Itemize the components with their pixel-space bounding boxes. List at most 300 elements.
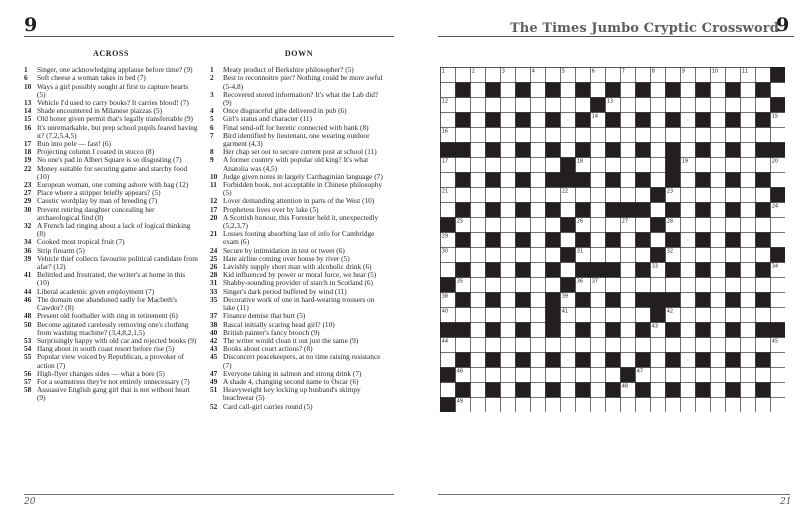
grid-cell[interactable] bbox=[741, 233, 756, 248]
grid-cell[interactable] bbox=[666, 278, 681, 293]
grid-cell[interactable] bbox=[501, 98, 516, 113]
grid-cell[interactable] bbox=[741, 188, 756, 203]
grid-cell[interactable] bbox=[591, 293, 606, 308]
grid-cell[interactable] bbox=[711, 128, 726, 143]
grid-cell[interactable] bbox=[621, 233, 636, 248]
grid-cell[interactable] bbox=[486, 338, 501, 353]
grid-cell[interactable] bbox=[606, 68, 621, 83]
grid-cell[interactable] bbox=[516, 68, 531, 83]
grid-cell[interactable] bbox=[531, 263, 546, 278]
grid-cell[interactable] bbox=[591, 173, 606, 188]
grid-cell[interactable] bbox=[501, 188, 516, 203]
grid-cell[interactable] bbox=[561, 398, 576, 413]
grid-cell[interactable] bbox=[486, 188, 501, 203]
grid-cell[interactable] bbox=[501, 158, 516, 173]
grid-cell[interactable] bbox=[726, 308, 741, 323]
grid-cell[interactable] bbox=[621, 308, 636, 323]
grid-cell[interactable] bbox=[741, 338, 756, 353]
grid-cell[interactable] bbox=[561, 263, 576, 278]
grid-cell[interactable] bbox=[621, 98, 636, 113]
grid-cell[interactable] bbox=[456, 158, 471, 173]
grid-cell[interactable] bbox=[621, 263, 636, 278]
grid-cell[interactable] bbox=[591, 233, 606, 248]
grid-cell[interactable] bbox=[501, 113, 516, 128]
grid-cell[interactable] bbox=[516, 98, 531, 113]
grid-cell[interactable] bbox=[636, 188, 651, 203]
grid-cell[interactable] bbox=[696, 98, 711, 113]
grid-cell[interactable] bbox=[531, 293, 546, 308]
grid-cell[interactable] bbox=[456, 188, 471, 203]
grid-cell[interactable] bbox=[681, 383, 696, 398]
grid-cell[interactable] bbox=[681, 278, 696, 293]
grid-cell[interactable] bbox=[681, 83, 696, 98]
grid-cell[interactable] bbox=[441, 383, 456, 398]
grid-cell[interactable] bbox=[486, 128, 501, 143]
grid-cell[interactable] bbox=[591, 323, 606, 338]
grid-cell[interactable] bbox=[681, 143, 696, 158]
grid-cell[interactable] bbox=[711, 293, 726, 308]
grid-cell[interactable] bbox=[486, 218, 501, 233]
grid-cell[interactable] bbox=[546, 338, 561, 353]
grid-cell[interactable] bbox=[621, 158, 636, 173]
grid-cell[interactable] bbox=[756, 218, 771, 233]
grid-cell[interactable] bbox=[621, 248, 636, 263]
grid-cell[interactable] bbox=[711, 398, 726, 413]
grid-cell[interactable] bbox=[696, 68, 711, 83]
grid-cell[interactable] bbox=[456, 128, 471, 143]
grid-cell[interactable] bbox=[771, 218, 786, 233]
grid-cell[interactable] bbox=[651, 368, 666, 383]
grid-cell[interactable] bbox=[726, 248, 741, 263]
grid-cell[interactable] bbox=[681, 263, 696, 278]
grid-cell[interactable] bbox=[501, 173, 516, 188]
grid-cell[interactable] bbox=[726, 278, 741, 293]
grid-cell[interactable] bbox=[756, 128, 771, 143]
grid-cell[interactable] bbox=[501, 203, 516, 218]
grid-cell[interactable] bbox=[771, 173, 786, 188]
grid-cell[interactable] bbox=[591, 128, 606, 143]
grid-cell[interactable] bbox=[441, 113, 456, 128]
grid-cell[interactable] bbox=[666, 338, 681, 353]
grid-cell[interactable] bbox=[681, 338, 696, 353]
grid-cell[interactable] bbox=[771, 368, 786, 383]
grid-cell[interactable] bbox=[561, 83, 576, 98]
grid-cell[interactable] bbox=[651, 398, 666, 413]
grid-cell[interactable] bbox=[636, 278, 651, 293]
grid-cell[interactable] bbox=[636, 68, 651, 83]
grid-cell[interactable] bbox=[651, 98, 666, 113]
grid-cell[interactable] bbox=[561, 353, 576, 368]
grid-cell[interactable] bbox=[621, 398, 636, 413]
grid-cell[interactable] bbox=[516, 398, 531, 413]
grid-cell[interactable] bbox=[681, 323, 696, 338]
grid-cell[interactable] bbox=[471, 128, 486, 143]
grid-cell[interactable] bbox=[696, 218, 711, 233]
grid-cell[interactable] bbox=[471, 323, 486, 338]
grid-cell[interactable] bbox=[636, 218, 651, 233]
grid-cell[interactable] bbox=[681, 248, 696, 263]
grid-cell[interactable] bbox=[606, 158, 621, 173]
grid-cell[interactable] bbox=[531, 368, 546, 383]
grid-cell[interactable] bbox=[711, 83, 726, 98]
grid-cell[interactable] bbox=[636, 98, 651, 113]
grid-cell[interactable] bbox=[711, 158, 726, 173]
grid-cell[interactable] bbox=[561, 128, 576, 143]
grid-cell[interactable] bbox=[696, 278, 711, 293]
grid-cell[interactable] bbox=[726, 68, 741, 83]
grid-cell[interactable] bbox=[591, 338, 606, 353]
grid-cell[interactable] bbox=[516, 128, 531, 143]
grid-cell[interactable] bbox=[621, 293, 636, 308]
grid-cell[interactable] bbox=[741, 353, 756, 368]
grid-cell[interactable] bbox=[681, 293, 696, 308]
grid-cell[interactable] bbox=[711, 308, 726, 323]
grid-cell[interactable] bbox=[486, 308, 501, 323]
grid-cell[interactable] bbox=[666, 128, 681, 143]
grid-cell[interactable] bbox=[696, 398, 711, 413]
grid-cell[interactable] bbox=[501, 338, 516, 353]
grid-cell[interactable] bbox=[621, 353, 636, 368]
grid-cell[interactable] bbox=[471, 233, 486, 248]
grid-cell[interactable] bbox=[681, 218, 696, 233]
grid-cell[interactable] bbox=[711, 98, 726, 113]
grid-cell[interactable] bbox=[591, 203, 606, 218]
crossword-grid[interactable] bbox=[440, 67, 785, 412]
grid-cell[interactable] bbox=[531, 143, 546, 158]
grid-cell[interactable] bbox=[711, 383, 726, 398]
grid-cell[interactable] bbox=[441, 83, 456, 98]
grid-cell[interactable] bbox=[741, 398, 756, 413]
grid-cell[interactable] bbox=[576, 398, 591, 413]
grid-cell[interactable] bbox=[696, 158, 711, 173]
grid-cell[interactable] bbox=[501, 398, 516, 413]
grid-cell[interactable] bbox=[726, 188, 741, 203]
grid-cell[interactable] bbox=[681, 98, 696, 113]
grid-cell[interactable] bbox=[501, 143, 516, 158]
grid-cell[interactable] bbox=[501, 233, 516, 248]
grid-cell[interactable] bbox=[741, 308, 756, 323]
grid-cell[interactable] bbox=[681, 188, 696, 203]
grid-cell[interactable] bbox=[741, 278, 756, 293]
grid-cell[interactable] bbox=[636, 338, 651, 353]
grid-cell[interactable] bbox=[591, 143, 606, 158]
grid-cell[interactable] bbox=[636, 248, 651, 263]
grid-cell[interactable] bbox=[546, 98, 561, 113]
grid-cell[interactable] bbox=[651, 203, 666, 218]
grid-cell[interactable] bbox=[546, 248, 561, 263]
grid-cell[interactable] bbox=[711, 113, 726, 128]
grid-cell[interactable] bbox=[516, 368, 531, 383]
grid-cell[interactable] bbox=[621, 83, 636, 98]
grid-cell[interactable] bbox=[636, 158, 651, 173]
grid-cell[interactable] bbox=[531, 128, 546, 143]
grid-cell[interactable] bbox=[486, 158, 501, 173]
grid-cell[interactable] bbox=[636, 128, 651, 143]
grid-cell[interactable] bbox=[546, 218, 561, 233]
grid-cell[interactable] bbox=[516, 278, 531, 293]
grid-cell[interactable] bbox=[546, 68, 561, 83]
grid-cell[interactable] bbox=[591, 398, 606, 413]
grid-cell[interactable] bbox=[741, 323, 756, 338]
grid-cell[interactable] bbox=[621, 323, 636, 338]
grid-cell[interactable] bbox=[741, 383, 756, 398]
grid-cell[interactable] bbox=[696, 368, 711, 383]
grid-cell[interactable] bbox=[651, 173, 666, 188]
grid-cell[interactable] bbox=[741, 173, 756, 188]
grid-cell[interactable] bbox=[501, 353, 516, 368]
grid-cell[interactable] bbox=[606, 248, 621, 263]
grid-cell[interactable] bbox=[621, 113, 636, 128]
grid-cell[interactable] bbox=[546, 128, 561, 143]
grid-cell[interactable] bbox=[546, 158, 561, 173]
grid-cell[interactable] bbox=[726, 398, 741, 413]
grid-cell[interactable] bbox=[531, 278, 546, 293]
grid-cell[interactable] bbox=[606, 188, 621, 203]
grid-cell[interactable] bbox=[726, 158, 741, 173]
grid-cell[interactable] bbox=[516, 158, 531, 173]
grid-cell[interactable] bbox=[621, 188, 636, 203]
grid-cell[interactable] bbox=[756, 308, 771, 323]
grid-cell[interactable] bbox=[576, 368, 591, 383]
grid-cell[interactable] bbox=[711, 278, 726, 293]
grid-cell[interactable] bbox=[576, 308, 591, 323]
grid-cell[interactable] bbox=[621, 278, 636, 293]
grid-cell[interactable] bbox=[771, 83, 786, 98]
grid-cell[interactable] bbox=[546, 188, 561, 203]
grid-cell[interactable] bbox=[471, 263, 486, 278]
grid-cell[interactable] bbox=[711, 323, 726, 338]
grid-cell[interactable] bbox=[531, 383, 546, 398]
grid-cell[interactable] bbox=[726, 128, 741, 143]
grid-cell[interactable] bbox=[681, 203, 696, 218]
grid-cell[interactable] bbox=[606, 128, 621, 143]
grid-cell[interactable] bbox=[651, 233, 666, 248]
grid-cell[interactable] bbox=[501, 128, 516, 143]
grid-cell[interactable] bbox=[561, 143, 576, 158]
grid-cell[interactable] bbox=[726, 98, 741, 113]
grid-cell[interactable] bbox=[651, 83, 666, 98]
grid-cell[interactable] bbox=[696, 128, 711, 143]
grid-cell[interactable] bbox=[741, 113, 756, 128]
grid-cell[interactable] bbox=[711, 218, 726, 233]
grid-cell[interactable] bbox=[441, 263, 456, 278]
grid-cell[interactable] bbox=[636, 398, 651, 413]
grid-cell[interactable] bbox=[771, 398, 786, 413]
grid-cell[interactable] bbox=[666, 98, 681, 113]
grid-cell[interactable] bbox=[501, 383, 516, 398]
grid-cell[interactable] bbox=[741, 203, 756, 218]
grid-cell[interactable] bbox=[471, 248, 486, 263]
grid-cell[interactable] bbox=[741, 98, 756, 113]
grid-cell[interactable] bbox=[531, 188, 546, 203]
grid-cell[interactable] bbox=[606, 308, 621, 323]
grid-cell[interactable] bbox=[471, 398, 486, 413]
grid-cell[interactable] bbox=[681, 308, 696, 323]
grid-cell[interactable] bbox=[681, 113, 696, 128]
grid-cell[interactable] bbox=[501, 308, 516, 323]
grid-cell[interactable] bbox=[696, 248, 711, 263]
grid-cell[interactable] bbox=[681, 233, 696, 248]
grid-cell[interactable] bbox=[456, 308, 471, 323]
grid-cell[interactable] bbox=[771, 293, 786, 308]
grid-cell[interactable] bbox=[546, 278, 561, 293]
grid-cell[interactable] bbox=[501, 323, 516, 338]
grid-cell[interactable] bbox=[471, 383, 486, 398]
grid-cell[interactable] bbox=[606, 278, 621, 293]
grid-cell[interactable] bbox=[621, 128, 636, 143]
grid-cell[interactable] bbox=[561, 233, 576, 248]
grid-cell[interactable] bbox=[501, 278, 516, 293]
grid-cell[interactable] bbox=[516, 308, 531, 323]
grid-cell[interactable] bbox=[651, 338, 666, 353]
grid-cell[interactable] bbox=[561, 368, 576, 383]
grid-cell[interactable] bbox=[681, 173, 696, 188]
grid-cell[interactable] bbox=[531, 338, 546, 353]
grid-cell[interactable] bbox=[741, 368, 756, 383]
grid-cell[interactable] bbox=[456, 248, 471, 263]
grid-cell[interactable] bbox=[606, 368, 621, 383]
grid-cell[interactable] bbox=[471, 308, 486, 323]
grid-cell[interactable] bbox=[741, 143, 756, 158]
grid-cell[interactable] bbox=[561, 203, 576, 218]
grid-cell[interactable] bbox=[576, 128, 591, 143]
grid-cell[interactable] bbox=[441, 203, 456, 218]
grid-cell[interactable] bbox=[756, 278, 771, 293]
grid-cell[interactable] bbox=[591, 353, 606, 368]
grid-cell[interactable] bbox=[651, 113, 666, 128]
grid-cell[interactable] bbox=[501, 263, 516, 278]
grid-cell[interactable] bbox=[531, 353, 546, 368]
grid-cell[interactable] bbox=[471, 338, 486, 353]
grid-cell[interactable] bbox=[771, 278, 786, 293]
grid-cell[interactable] bbox=[741, 293, 756, 308]
grid-cell[interactable] bbox=[471, 278, 486, 293]
grid-cell[interactable] bbox=[471, 368, 486, 383]
grid-cell[interactable] bbox=[726, 338, 741, 353]
grid-cell[interactable] bbox=[531, 233, 546, 248]
grid-cell[interactable] bbox=[441, 173, 456, 188]
grid-cell[interactable] bbox=[636, 308, 651, 323]
grid-cell[interactable] bbox=[711, 338, 726, 353]
grid-cell[interactable] bbox=[471, 293, 486, 308]
grid-cell[interactable] bbox=[471, 173, 486, 188]
grid-cell[interactable] bbox=[471, 113, 486, 128]
grid-cell[interactable] bbox=[591, 83, 606, 98]
grid-cell[interactable] bbox=[726, 368, 741, 383]
grid-cell[interactable] bbox=[501, 293, 516, 308]
grid-cell[interactable] bbox=[456, 98, 471, 113]
grid-cell[interactable] bbox=[756, 368, 771, 383]
grid-cell[interactable] bbox=[771, 383, 786, 398]
grid-cell[interactable] bbox=[621, 143, 636, 158]
grid-cell[interactable] bbox=[576, 98, 591, 113]
grid-cell[interactable] bbox=[621, 173, 636, 188]
grid-cell[interactable] bbox=[741, 83, 756, 98]
grid-cell[interactable] bbox=[486, 278, 501, 293]
grid-cell[interactable] bbox=[591, 248, 606, 263]
grid-cell[interactable] bbox=[741, 128, 756, 143]
grid-cell[interactable] bbox=[741, 218, 756, 233]
grid-cell[interactable] bbox=[576, 68, 591, 83]
grid-cell[interactable] bbox=[531, 173, 546, 188]
grid-cell[interactable] bbox=[486, 248, 501, 263]
grid-cell[interactable] bbox=[711, 173, 726, 188]
grid-cell[interactable] bbox=[666, 68, 681, 83]
grid-cell[interactable] bbox=[711, 233, 726, 248]
grid-cell[interactable] bbox=[711, 188, 726, 203]
grid-cell[interactable] bbox=[651, 353, 666, 368]
grid-cell[interactable] bbox=[486, 68, 501, 83]
grid-cell[interactable] bbox=[471, 98, 486, 113]
grid-cell[interactable] bbox=[741, 248, 756, 263]
grid-cell[interactable] bbox=[666, 398, 681, 413]
grid-cell[interactable] bbox=[486, 98, 501, 113]
grid-cell[interactable] bbox=[471, 353, 486, 368]
grid-cell[interactable] bbox=[756, 68, 771, 83]
grid-cell[interactable] bbox=[516, 338, 531, 353]
grid-cell[interactable] bbox=[666, 368, 681, 383]
grid-cell[interactable] bbox=[711, 203, 726, 218]
grid-cell[interactable] bbox=[471, 218, 486, 233]
grid-cell[interactable] bbox=[696, 338, 711, 353]
grid-cell[interactable] bbox=[741, 263, 756, 278]
grid-cell[interactable] bbox=[471, 188, 486, 203]
grid-cell[interactable] bbox=[711, 263, 726, 278]
grid-cell[interactable] bbox=[591, 218, 606, 233]
grid-cell[interactable] bbox=[591, 368, 606, 383]
grid-cell[interactable] bbox=[531, 83, 546, 98]
grid-cell[interactable] bbox=[591, 158, 606, 173]
grid-cell[interactable] bbox=[651, 383, 666, 398]
grid-cell[interactable] bbox=[651, 278, 666, 293]
grid-cell[interactable] bbox=[756, 158, 771, 173]
grid-cell[interactable] bbox=[531, 158, 546, 173]
grid-cell[interactable] bbox=[471, 83, 486, 98]
grid-cell[interactable] bbox=[501, 368, 516, 383]
grid-cell[interactable] bbox=[516, 248, 531, 263]
grid-cell[interactable] bbox=[756, 98, 771, 113]
grid-cell[interactable] bbox=[501, 218, 516, 233]
grid-cell[interactable] bbox=[606, 218, 621, 233]
grid-cell[interactable] bbox=[771, 353, 786, 368]
grid-cell[interactable] bbox=[711, 143, 726, 158]
grid-cell[interactable] bbox=[456, 338, 471, 353]
grid-cell[interactable] bbox=[651, 158, 666, 173]
grid-cell[interactable] bbox=[756, 338, 771, 353]
grid-cell[interactable] bbox=[681, 368, 696, 383]
grid-cell[interactable] bbox=[711, 248, 726, 263]
grid-cell[interactable] bbox=[561, 113, 576, 128]
grid-cell[interactable] bbox=[501, 83, 516, 98]
grid-cell[interactable] bbox=[756, 188, 771, 203]
grid-cell[interactable] bbox=[516, 188, 531, 203]
grid-cell[interactable] bbox=[561, 323, 576, 338]
grid-cell[interactable] bbox=[531, 323, 546, 338]
grid-cell[interactable] bbox=[576, 338, 591, 353]
grid-cell[interactable] bbox=[591, 383, 606, 398]
grid-cell[interactable] bbox=[531, 203, 546, 218]
grid-cell[interactable] bbox=[681, 128, 696, 143]
grid-cell[interactable] bbox=[516, 218, 531, 233]
grid-cell[interactable] bbox=[756, 248, 771, 263]
grid-cell[interactable] bbox=[696, 188, 711, 203]
grid-cell[interactable] bbox=[561, 98, 576, 113]
grid-cell[interactable] bbox=[771, 233, 786, 248]
grid-cell[interactable] bbox=[606, 398, 621, 413]
grid-cell[interactable] bbox=[591, 188, 606, 203]
grid-cell[interactable] bbox=[486, 398, 501, 413]
grid-cell[interactable] bbox=[771, 128, 786, 143]
